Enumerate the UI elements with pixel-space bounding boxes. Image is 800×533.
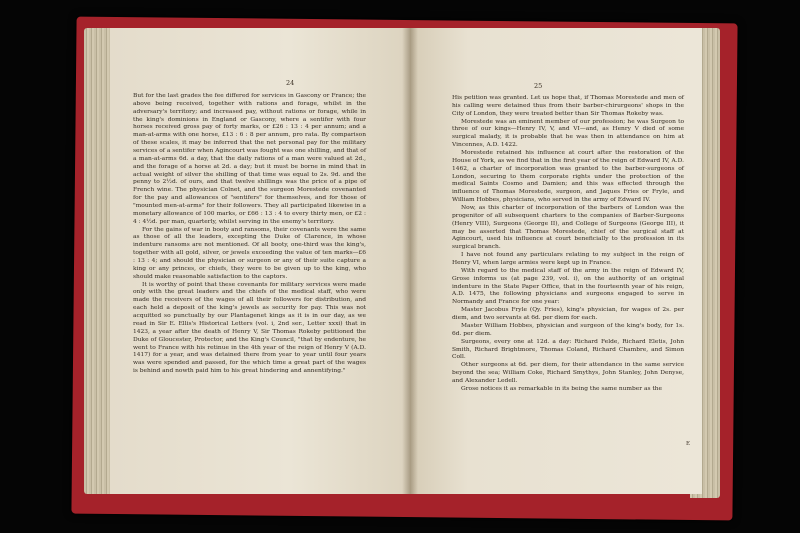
paragraph: For the gains of war in booty and ransoms, their covenants were the same as those of all the leaders, excepting the Duke of Clarence, in whose indenture ransoms are not mentioned. Of all booty, one-third was the king's, together with all gold, silver, or jewels exceeding the value of ten marks—£6 : 13 : 4; and should the physician or surgeon or any of their suite capture a king or any princes, or chiefs, they were to be given up to the king, who should make reasonable satisfaction to the captors. xyxy=(133,226,366,280)
paragraph: Now, as this charter of incorporation of the barbers of London was the progenitor of all subsequent charters to the companies of Barber-Surgeons (Henry VIII), Surgeons (George II), and College of Surgeons (George III), it may be asserted that Thomas Morestede, chief of the surgical staff at Agincourt, used his influence at court beneficially to the profession in its surgical branch. xyxy=(452,205,684,251)
paragraph: His petition was granted. Let us hope that, if Thomas Morestede and men of his calling were detained thus from their barber-chirurgeons' shops in the City of London, they were treated better than Sir Thomas Rokeby was. xyxy=(452,95,684,117)
page-number: 24 xyxy=(286,79,295,87)
paragraph: Master William Hobbes, physician and surgeon of the king's body, for 1s. 6d. per diem. xyxy=(452,322,684,337)
paragraph: I have not found any particulars relating to my subject in the reign of Henry VI, when large armies were kept up in France. xyxy=(452,252,684,267)
paragraph: With regard to the medical staff of the army in the reign of Edward IV, Grose informs us (at page 239, vol. i), on the authority of an original indenture in the State Paper Office, that in the fourteenth year of his reign, A.D. 1475, the following physicians and surgeons engaged to serve in Normandy and France for one year: xyxy=(452,267,684,306)
right-page-text xyxy=(452,95,684,394)
right-page xyxy=(410,28,702,494)
paragraph: Surgeons, every one at 12d. a day: Richard Felde, Richard Eletis, John Smith, Richard Brightmore, Thomas Coland, Richard Chambre, and Simon Coll. xyxy=(452,338,684,361)
page-number: 25 xyxy=(534,82,543,90)
paragraph: Morestede was an eminent member of our profession; he was Surgeon to three of our kings—Henry IV, V, and VI—and, as Henry V died of some surgical malady, it is probable that he was then in attendance on him at Vincennes, A.D. 1422. xyxy=(452,118,684,149)
left-page xyxy=(110,28,410,494)
left-page-text xyxy=(133,93,366,376)
signature-mark: E xyxy=(686,441,691,447)
paragraph: It is worthy of point that these covenants for military services were made only with the great leaders and the chiefs of the medical staff, who were made the receivers of the wages of all their followers for distribution, and each held a deposit of the king's jewels as security for pay. This was not acquitted so punctually by our Plantagenet kings as it is in our day, as we read in Sir E. Ellis's Historical Letters (vol. i, 2nd ser., Letter xxxi) that in 1423, a year after the death of Henry V, Sir Thomas Rokeby petitioned the Duke of Gloucester, Protector, and the King's Council, "that by endenture, he went to France with his retinue in the 4th year of the reign of Henry V (A.D. 1417) for a year, and was detained there from year to year until four years was were spended and passed, for the which time a great part of the wages is behind and nowth paid him to his great hindering and annentifying." xyxy=(133,281,366,375)
paragraph: Master Jacobus Fryle (Qy. Fries), king's physician, for wages of 2s. per diem, and two servants at 6d. per diem for each. xyxy=(452,307,684,322)
paragraph: Grose notices it as remarkable in its being the same number as the xyxy=(461,385,663,392)
book-gutter xyxy=(402,28,418,494)
paragraph: Other surgeons at 6d. per diem, for their attendance in the same service beyond the sea; William Coke, Richard Smythys, John Stanley, John Denyse, and Alexander Ledell. xyxy=(452,362,684,384)
paragraph: Morestede retained his influence at court after the restoration of the House of York, as we find that in the first year of the reign of Edward IV, A.D. 1462, a charter of incorporation was granted to the barber-surgeons of London, securing to them corporate rights under the protection of the medical Saints Cosmo and Damien; and this was effected through the influence of Thomas Morestede, surgeon, and Jaques Fries or Fryle, and William Hobbes, physicians, who served in the army of Edward IV. xyxy=(452,150,684,204)
paragraph: But for the last grades the fee differed for services in Gascony or France; the above being received, together with rations and forage, whilst in the adversary's territory; and increased pay, without rations or forage, while in the king's dominions in England or Gascony, where a sentifer with four horses received gross pay of forty marks, or £26 : 13 : 4 per annum; and a man-at-arms with one horse, £13 : 6 : 8 per annum, pro rata. By comparison of these scales, it may be inferred that the net personal pay for the military services of a sentifer when Agincourt was fought was one shilling, and that of a man-at-arms 6d. a day, that the daily rations of a man were valued at 2d., and the forage of a horse at 2d. a day; but it must be borne in mind that in actual weight of silver the shilling of that time was equal to 2s. 9d. and the penny to 2½d. of ours, and that twelve shillings was the price of a pipe of French wine. The physician Colnet, and the surgeon Morestede covenanted for the pay and allowances of "sentifers" for themselves, and for those of "mounted men-at-arms" for their followers. They all participated likewise in a monetary allowance of 100 marks, or £66 : 13 : 4 to every thirty men, or £2 : 4 : 4½d. per man, quarterly, whilst serving in the enemy's territory. xyxy=(133,93,366,225)
